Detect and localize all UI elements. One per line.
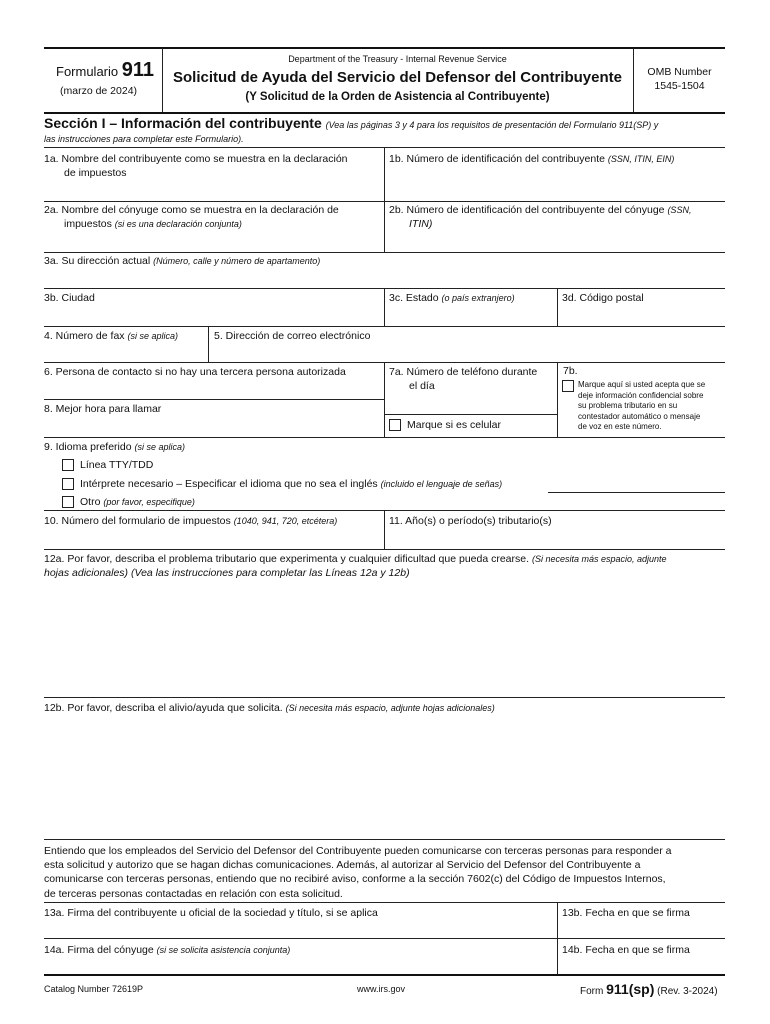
label-12a bbox=[44, 552, 667, 566]
label-7b-line: contestador automático o mensaje bbox=[578, 411, 701, 421]
label-9-text: 9. Idioma preferido bbox=[44, 441, 132, 453]
label-7b: 7b. bbox=[563, 365, 578, 377]
spouse-signature-field[interactable] bbox=[46, 959, 554, 971]
spouse-sign-date-input[interactable] bbox=[562, 959, 724, 971]
label-12b-note: (Si necesita más espacio, adjunte hojas adicionales) bbox=[285, 703, 495, 713]
label-2a-cont-text: impuestos bbox=[64, 218, 112, 230]
label-7a: 7a. Número de teléfono durante bbox=[389, 366, 538, 378]
label-cellphone: Marque si es celular bbox=[407, 419, 501, 431]
label-6: 6. Persona de contacto si no hay una tercera persona autorizada bbox=[44, 366, 346, 378]
footer-revision: (Rev. 3-2024) bbox=[657, 986, 718, 997]
label-12a-text: 12a. Por favor, describa el problema tributario que experimenta y cualquier dificultad que pueda crearse. bbox=[44, 553, 530, 565]
label-4 bbox=[44, 329, 178, 343]
header-top-rule bbox=[44, 47, 725, 49]
label-7a-cont: el día bbox=[409, 380, 435, 392]
tax-form-number-input[interactable] bbox=[46, 530, 382, 546]
label-2b-text: 2b. Número de identificación del contribuyente del cónyuge bbox=[389, 204, 665, 216]
label-2b-note-2: ITIN) bbox=[409, 218, 433, 230]
rule bbox=[44, 437, 725, 438]
voicemail-consent-checkbox[interactable] bbox=[562, 380, 574, 392]
form-title: Solicitud de Ayuda del Servicio del Defensor del Contribuyente bbox=[173, 69, 622, 86]
label-5: 5. Dirección de correo electrónico bbox=[214, 330, 371, 342]
label-3d: 3d. Código postal bbox=[562, 292, 644, 304]
catalog-number: Catalog Number 72619P bbox=[44, 984, 144, 994]
rule bbox=[44, 938, 725, 939]
divider bbox=[557, 363, 558, 438]
label-tty: Línea TTY/TDD bbox=[80, 459, 154, 471]
interpreter-language-input[interactable] bbox=[548, 492, 725, 493]
label-3c-note: (o país extranjero) bbox=[441, 293, 515, 303]
label-7b-line: de voz en este número. bbox=[578, 422, 662, 431]
taxpayer-name-input[interactable] bbox=[46, 182, 382, 198]
footer-form-number: 911(sp) bbox=[606, 981, 655, 997]
interpreter-checkbox[interactable] bbox=[62, 478, 74, 490]
divider bbox=[557, 289, 558, 327]
relief-description-textarea[interactable] bbox=[46, 718, 724, 836]
label-7b-text bbox=[578, 380, 705, 433]
label-4-text: 4. Número de fax bbox=[44, 330, 125, 342]
section1-note-2: las instrucciones para completar este Formulario). bbox=[44, 134, 244, 144]
rule bbox=[44, 399, 385, 400]
spouse-name-input[interactable] bbox=[46, 233, 382, 249]
label-3a bbox=[44, 254, 320, 268]
section1-note: (Vea las páginas 3 y 4 para los requisitos de presentación del Formulario 911(SP) y bbox=[325, 120, 659, 130]
rule bbox=[385, 414, 557, 415]
footer-form-word: Form bbox=[580, 986, 604, 997]
problem-description-textarea[interactable] bbox=[46, 582, 724, 694]
tty-checkbox[interactable] bbox=[62, 459, 74, 471]
consent-line: Entiendo que los empleados del Servicio del Defensor del Contribuyente pueden comunicarse con terceras personas para responder a bbox=[44, 845, 672, 857]
label-10-text: 10. Número del formulario de impuestos bbox=[44, 515, 231, 527]
form-word: Formulario bbox=[56, 64, 119, 79]
label-3a-text: 3a. Su dirección actual bbox=[44, 255, 151, 267]
label-interpreter-text: Intérprete necesario – Especificar el idioma que no sea el inglés bbox=[80, 478, 378, 490]
label-9 bbox=[44, 440, 185, 454]
label-2b-note: (SSN, bbox=[667, 205, 692, 215]
divider bbox=[384, 363, 385, 438]
label-interpreter bbox=[80, 477, 502, 491]
section1-title-row bbox=[44, 115, 658, 131]
label-12b-text: 12b. Por favor, describa el alivio/ayuda que solicita. bbox=[44, 702, 283, 714]
header-bottom-rule bbox=[44, 112, 725, 114]
label-3c-text: 3c. Estado bbox=[389, 292, 439, 304]
footer-form-id bbox=[580, 981, 718, 997]
label-4-note: (si se aplica) bbox=[127, 331, 178, 341]
taxpayer-id-input[interactable] bbox=[390, 170, 724, 198]
rule bbox=[44, 549, 725, 550]
label-2a-note: (si es una declaración conjunta) bbox=[114, 219, 242, 229]
label-7b-line: deje información confidencial sobre bbox=[578, 390, 704, 400]
label-1b-text: 1b. Número de identificación del contribuyente bbox=[389, 153, 605, 165]
spouse-id-input[interactable] bbox=[390, 233, 724, 249]
label-14a-text: 14a. Firma del cónyuge bbox=[44, 944, 154, 956]
label-1b bbox=[389, 152, 674, 166]
label-1b-note: (SSN, ITIN, EIN) bbox=[607, 154, 675, 164]
omb-label: OMB Number bbox=[647, 66, 712, 78]
label-10 bbox=[44, 514, 337, 528]
label-10-note: (1040, 941, 720, etcétera) bbox=[233, 516, 338, 526]
label-2a: 2a. Nombre del cónyuge como se muestra en la declaración de bbox=[44, 204, 339, 216]
label-3c bbox=[389, 291, 515, 305]
footer-rule bbox=[44, 974, 725, 976]
irs-url: www.irs.gov bbox=[357, 984, 406, 994]
label-9-note: (si se aplica) bbox=[134, 442, 185, 452]
form-subtitle: (Y Solicitud de la Orden de Asistencia al Contribuyente) bbox=[245, 91, 550, 103]
label-1a: 1a. Nombre del contribuyente como se muestra en la declaración bbox=[44, 153, 348, 165]
label-14a bbox=[44, 943, 290, 957]
form-date: (marzo de 2024) bbox=[60, 85, 138, 97]
divider bbox=[384, 202, 385, 252]
divider bbox=[384, 289, 385, 327]
fax-input[interactable] bbox=[46, 345, 206, 359]
label-3b: 3b. Ciudad bbox=[44, 292, 95, 304]
label-14b: 14b. Fecha en que se firma bbox=[562, 944, 690, 956]
taxpayer-signature-field[interactable] bbox=[46, 922, 554, 936]
form-id bbox=[56, 60, 154, 82]
consent-paragraph bbox=[44, 844, 671, 901]
divider bbox=[384, 148, 385, 202]
rule bbox=[44, 326, 725, 327]
label-7b-line: Marque aquí si usted acepta que se bbox=[578, 380, 706, 389]
tax-periods-input[interactable] bbox=[390, 530, 724, 546]
consent-line: comunicarse con terceras personas, entiendo que no recibiré aviso, conforme a la sección 7602(c) del Código de Impuestos Internos, bbox=[44, 873, 666, 886]
label-13a: 13a. Firma del contribuyente u oficial de la sociedad y título, si se aplica bbox=[44, 907, 378, 919]
consent-line: de terceras personas contactadas en relación con esta solicitud. bbox=[44, 887, 343, 900]
label-other-text: Otro bbox=[80, 496, 101, 508]
state-input[interactable] bbox=[390, 307, 554, 323]
label-12b bbox=[44, 701, 495, 715]
label-interpreter-note: (incluido el lenguaje de señas) bbox=[380, 479, 503, 489]
label-2b bbox=[389, 203, 691, 217]
divider bbox=[208, 327, 209, 363]
divider bbox=[384, 511, 385, 550]
label-13b: 13b. Fecha en que se firma bbox=[562, 907, 690, 919]
label-12a-note: (Si necesita más espacio, adjunte bbox=[531, 554, 667, 564]
best-time-input[interactable] bbox=[46, 418, 382, 434]
address-input[interactable] bbox=[46, 270, 724, 286]
divider bbox=[557, 939, 558, 975]
other-checkbox[interactable] bbox=[62, 496, 74, 508]
label-other bbox=[80, 495, 195, 509]
label-1a-cont: de impuestos bbox=[64, 167, 127, 179]
rule bbox=[44, 252, 725, 253]
email-input[interactable] bbox=[215, 345, 724, 359]
label-11: 11. Año(s) o período(s) tributario(s) bbox=[389, 515, 552, 527]
daytime-phone-input[interactable] bbox=[390, 395, 552, 411]
label-7b-line: su problema tributario en su bbox=[578, 401, 678, 410]
divider bbox=[557, 903, 558, 939]
city-input[interactable] bbox=[46, 307, 382, 323]
rule bbox=[44, 902, 725, 903]
label-other-note: (por favor, especifique) bbox=[103, 497, 195, 507]
label-12a-note-2: hojas adicionales) (Vea las instrucciones para completar las Líneas 12a y 12b) bbox=[44, 567, 410, 579]
rule bbox=[44, 697, 725, 698]
label-3a-note: (Número, calle y número de apartamento) bbox=[153, 256, 321, 266]
omb-number: 1545-1504 bbox=[654, 80, 705, 92]
cellphone-checkbox[interactable] bbox=[389, 419, 401, 431]
zip-input[interactable] bbox=[562, 307, 724, 323]
label-2a-cont bbox=[64, 217, 242, 231]
agency-line: Department of the Treasury - Internal Revenue Service bbox=[288, 54, 507, 64]
consent-line: esta solicitud y autorizo que se hagan dichas comunicaciones. Además, al autorizar al Servicio del Defensor del Contribuyente a bbox=[44, 859, 641, 872]
contact-person-input[interactable] bbox=[46, 381, 382, 397]
rule bbox=[44, 839, 725, 840]
form-number: 911 bbox=[121, 59, 155, 81]
taxpayer-sign-date-input[interactable] bbox=[562, 922, 724, 936]
section1-title: Sección I – Información del contribuyente bbox=[44, 115, 322, 131]
label-14a-note: (si se solicita asistencia conjunta) bbox=[156, 945, 291, 955]
label-8: 8. Mejor hora para llamar bbox=[44, 403, 162, 415]
